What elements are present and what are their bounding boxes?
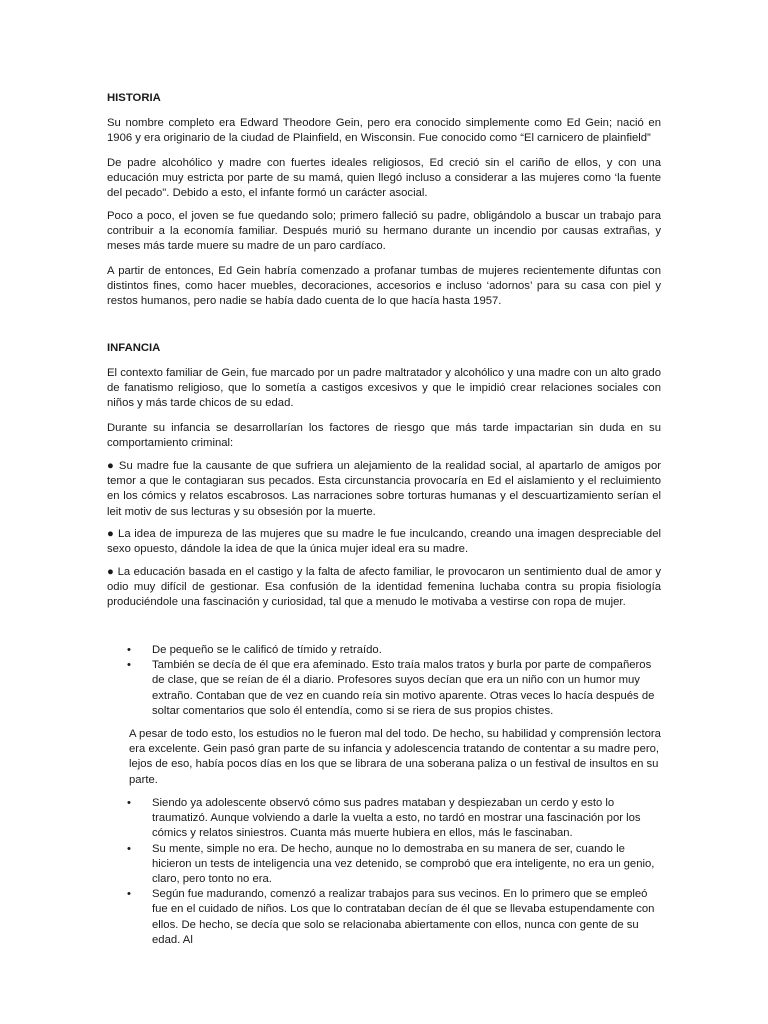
list-item-text: De pequeño se le calificó de tímido y retraído. (152, 644, 382, 656)
infancia-risk-factor-1: ● Su madre fue la causante de que sufriera un alejamiento de la realidad social, al apartarlo de amigos por temor a que le contagiaran sus pecados. Esta circunstancia provocaría en Ed el aislamiento y el recluimiento en los cómics y relatos escabrosos. Las narraciones sobre torturas humanas y el descuartizamiento serían el leit motiv de sus lecturas y su obsesión por la muerte. (107, 460, 661, 518)
list-item-text: También se decía de él que era afeminado. Esto traía malos tratos y burla por parte de compañeros de clase, que se reían de él a diario. Profesores suyos decían que era un niño con un humor muy extraño. Contaban que de vez en cuando reía sin motivo aparente. Otras veces lo hacía después de soltar comentarios que solo él entendía, como si se riera de sus propios chistes. (152, 659, 655, 717)
infancia-risk-factor-2: ● La idea de impureza de las mujeres que su madre le fue inculcando, creando una imagen despreciable del sexo opuesto, dándole la idea de que la única mujer ideal era su madre. (107, 528, 661, 556)
bullet-icon: • (127, 888, 131, 901)
heading-historia: HISTORIA (107, 92, 161, 104)
bullet-icon: • (127, 842, 131, 855)
list-item (107, 796, 661, 842)
heading-infancia: INFANCIA (107, 342, 161, 354)
list-item (107, 887, 661, 948)
historia-paragraph-3: Poco a poco, el joven se fue quedando solo; primero falleció su padre, obligándolo a buscar un trabajo para contribuir a la economía familiar. Después murió su hermano durante un incendio por causas extrañas, y meses más tarde muere su madre de un paro cardíaco. (107, 210, 661, 253)
bullet-icon: • (127, 659, 131, 672)
historia-paragraph-4: A partir de entonces, Ed Gein habría comenzado a profanar tumbas de mujeres recientemente difuntas con distintos fines, como hacer muebles, decoraciones, accesorios e incluso ‘adornos’ para su casa con piel y restos humanos, pero nadie se había dado cuenta de lo que hacía hasta 1957. (107, 265, 661, 308)
list-item-text: Su mente, simple no era. De hecho, aunque no lo demostraba en su manera de ser, cuando le hicieron un tests de inteligencia una vez detenido, se comprobó que era inteligente, no era un genio, claro, pero tonto no era. (152, 842, 655, 886)
list-item-text: Según fue madurando, comenzó a realizar trabajos para sus vecinos. En lo primero que se empleó fue en el cuidado de niños. Los que lo contrataban decían de él que se llevaba estupendamente con ellos. De hecho, se decía que solo se relacionaba abiertamente con ellos, nunca con gente de su edad. Al (152, 888, 655, 946)
bullet-list-adolescence (107, 796, 661, 948)
infancia-paragraph-1: El contexto familiar de Gein, fue marcado por un padre maltratador y alcohólico y una madre con un alto grado de fanatismo religioso, que lo sometía a castigos excesivos y que le impidió crear relaciones sociales con niños y más tarde chicos de su edad. (107, 367, 661, 410)
infancia-paragraph-2: Durante su infancia se desarrollarían los factores de riesgo que más tarde impactarian sin duda en su comportamiento criminal: (107, 422, 661, 450)
list-item (107, 842, 661, 888)
middle-paragraph: A pesar de todo esto, los estudios no le fueron mal del todo. De hecho, su habilidad y comprensión lectora era excelente. Gein pasó gran parte de su infancia y adolescencia tratando de contentar a su madre pero, lejos de eso, había pocos días en los que se librara de una soberana paliza o un festival de insultos en su parte. (129, 728, 661, 786)
list-item-text: Siendo ya adolescente observó cómo sus padres mataban y despiezaban un cerdo y esto lo traumatizó. Aunque volviendo a darle la vuelta a esto, no tardó en mostrar una fascinación por los cómics y relatos siniestros. Cuanta más muerte hubiera en ellos, más le fascinaban. (152, 797, 641, 840)
bullet-icon: • (127, 797, 131, 809)
bullet-list-childhood (107, 643, 661, 719)
bullet-icon: • (127, 644, 131, 656)
historia-paragraph-1: Su nombre completo era Edward Theodore Gein, pero era conocido simplemente como Ed Gein; nació en 1906 y era originario de la ciudad de Plainfield, en Wisconsin. Fue conocido como “El carnicero de plainfield” (107, 117, 661, 145)
infancia-risk-factor-3: ● La educación basada en el castigo y la falta de afecto familiar, le provocaron un sentimiento dual de amor y odio muy difícil de gestionar. Esa confusión de la identidad femenina luchaba contra su propia fisiología produciéndole una fascinación y curiosidad, tal que a menudo le motivaba a vestirse con ropa de mujer. (107, 566, 661, 609)
list-item (107, 643, 661, 658)
list-item (107, 658, 661, 719)
historia-paragraph-2: De padre alcohólico y madre con fuertes ideales religiosos, Ed creció sin el cariño de ellos, y con una educación muy estricta por parte de su mamá, quien llegó incluso a considerar a las mujeres como ‘la fuente del pecado". Debido a esto, el infante formó un carácter asocial. (107, 157, 661, 200)
